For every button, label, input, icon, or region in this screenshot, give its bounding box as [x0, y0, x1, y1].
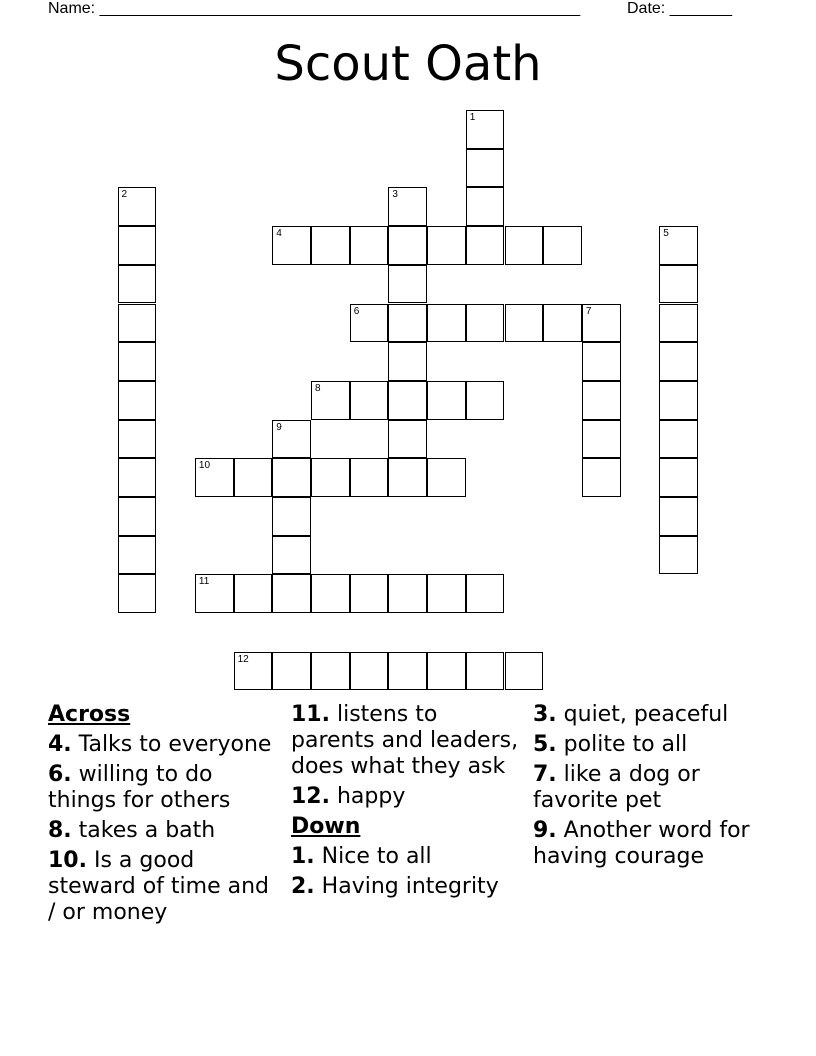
- grid-cell[interactable]: [272, 420, 311, 459]
- cell-number: 7: [585, 305, 592, 317]
- cell-number: 12: [237, 653, 249, 665]
- grid-cell[interactable]: [427, 458, 466, 497]
- grid-cell[interactable]: [427, 304, 466, 343]
- clue-number: 10.: [48, 848, 87, 873]
- grid-cell[interactable]: [659, 497, 698, 536]
- clue-number: 12.: [291, 784, 330, 809]
- grid-cell[interactable]: [659, 342, 698, 381]
- down-clue: [291, 874, 523, 900]
- grid-cell[interactable]: [388, 187, 427, 226]
- cell-number: 3: [392, 189, 398, 201]
- grid-cell[interactable]: [659, 420, 698, 459]
- grid-cell[interactable]: [195, 458, 234, 497]
- grid-cell[interactable]: [659, 458, 698, 497]
- grid-cell[interactable]: [272, 458, 311, 497]
- grid-cell[interactable]: [350, 458, 389, 497]
- across-clue: [48, 762, 280, 814]
- clue-number: 6.: [48, 762, 72, 787]
- clue-number: 1.: [291, 844, 315, 869]
- grid-cell[interactable]: [234, 574, 273, 613]
- grid-cell[interactable]: [388, 342, 427, 381]
- grid-cell[interactable]: [388, 574, 427, 613]
- down-clue: [533, 702, 773, 728]
- grid-cell[interactable]: [272, 574, 311, 613]
- grid-cell[interactable]: [659, 381, 698, 420]
- grid-cell[interactable]: [118, 381, 157, 420]
- grid-cell[interactable]: [350, 652, 389, 691]
- grid-cell[interactable]: [311, 652, 350, 691]
- grid-cell[interactable]: [272, 652, 311, 691]
- clue-text: Is a good steward of time and / or money: [48, 848, 269, 925]
- grid-cell[interactable]: [311, 574, 350, 613]
- grid-cell[interactable]: [466, 574, 505, 613]
- grid-cell[interactable]: [118, 458, 157, 497]
- grid-cell[interactable]: [466, 149, 505, 188]
- grid-cell[interactable]: [582, 420, 621, 459]
- down-heading: Down: [291, 814, 361, 839]
- grid-cell[interactable]: [505, 304, 544, 343]
- clue-text: takes a bath: [71, 818, 216, 843]
- down-clue: [291, 844, 523, 870]
- grid-cell[interactable]: [234, 458, 273, 497]
- grid-cell[interactable]: [272, 536, 311, 575]
- grid-cell[interactable]: [505, 226, 544, 265]
- down-clue: [533, 818, 773, 870]
- cell-number: 2: [121, 189, 128, 201]
- clue-text: listens to parents and leaders, does what they ask: [291, 702, 519, 779]
- down-clue: [533, 732, 773, 758]
- clue-number: 2.: [291, 874, 315, 899]
- grid-cell[interactable]: [118, 226, 157, 265]
- grid-cell[interactable]: [582, 342, 621, 381]
- grid-cell[interactable]: [118, 536, 157, 575]
- grid-cell[interactable]: [388, 381, 427, 420]
- grid-cell[interactable]: [427, 652, 466, 691]
- grid-cell[interactable]: [388, 304, 427, 343]
- grid-cell[interactable]: [311, 458, 350, 497]
- grid-cell[interactable]: [350, 381, 389, 420]
- clue-number: 7.: [533, 762, 557, 787]
- grid-cell[interactable]: [659, 304, 698, 343]
- grid-cell[interactable]: [388, 652, 427, 691]
- clue-text: Having integrity: [314, 874, 499, 899]
- cell-number: 9: [276, 421, 282, 433]
- grid-cell[interactable]: [466, 187, 505, 226]
- clue-number: 5.: [533, 732, 557, 757]
- grid-cell[interactable]: [466, 304, 505, 343]
- clue-text: Nice to all: [314, 844, 432, 869]
- grid-cell[interactable]: [582, 381, 621, 420]
- grid-cell[interactable]: [543, 226, 582, 265]
- grid-cell[interactable]: [388, 265, 427, 304]
- grid-cell[interactable]: [311, 381, 350, 420]
- grid-cell[interactable]: [118, 265, 157, 304]
- grid-cell[interactable]: [350, 304, 389, 343]
- clue-number: 8.: [48, 818, 72, 843]
- grid-cell[interactable]: [118, 497, 157, 536]
- clue-number: 11.: [291, 702, 330, 727]
- clue-text: willing to do things for others: [48, 762, 231, 813]
- cell-number: 11: [198, 576, 210, 588]
- grid-cell[interactable]: [427, 574, 466, 613]
- grid-cell[interactable]: [427, 381, 466, 420]
- clue-text: polite to all: [556, 732, 688, 757]
- grid-cell[interactable]: [466, 652, 505, 691]
- across-clue: [291, 702, 523, 780]
- grid-cell[interactable]: [388, 420, 427, 459]
- grid-cell[interactable]: [543, 304, 582, 343]
- grid-cell[interactable]: [118, 304, 157, 343]
- grid-cell[interactable]: [272, 226, 311, 265]
- cell-number: 6: [353, 305, 360, 317]
- grid-cell[interactable]: [118, 574, 157, 613]
- across-clue: [48, 848, 280, 926]
- cell-number: 1: [469, 112, 476, 123]
- grid-cell[interactable]: [427, 226, 466, 265]
- clue-column-2: [291, 702, 523, 904]
- grid-cell[interactable]: [118, 420, 157, 459]
- clue-number: 4.: [48, 732, 72, 757]
- grid-cell[interactable]: [659, 536, 698, 575]
- grid-cell[interactable]: [659, 226, 698, 265]
- clue-text: happy: [329, 784, 406, 809]
- grid-cell[interactable]: [466, 226, 505, 265]
- grid-cell[interactable]: [388, 226, 427, 265]
- grid-cell[interactable]: [272, 497, 311, 536]
- grid-cell[interactable]: [582, 458, 621, 497]
- grid-cell[interactable]: [234, 652, 273, 691]
- clue-column-1: [48, 702, 280, 930]
- grid-cell[interactable]: [118, 187, 157, 226]
- clue-column-3: [533, 702, 773, 874]
- grid-cell[interactable]: [118, 342, 157, 381]
- cell-number: 5: [663, 228, 669, 240]
- grid-cell[interactable]: [466, 110, 505, 149]
- grid-cell[interactable]: [311, 226, 350, 265]
- date-line: Date: _______: [627, 0, 732, 17]
- across-clue: [48, 818, 280, 844]
- grid-cell[interactable]: [466, 381, 505, 420]
- clue-number: 9.: [533, 818, 557, 843]
- grid-cell[interactable]: [582, 304, 621, 343]
- grid-cell[interactable]: [388, 458, 427, 497]
- across-clue: [291, 784, 523, 810]
- clue-text: quiet, peaceful: [556, 702, 729, 727]
- cell-number: 8: [315, 382, 321, 394]
- page-title: Scout Oath: [274, 36, 542, 92]
- grid-cell[interactable]: [505, 652, 544, 691]
- grid-cell[interactable]: [350, 574, 389, 613]
- clue-number: 3.: [533, 702, 557, 727]
- cell-number: 4: [276, 228, 282, 240]
- clue-text: Another word for having courage: [533, 818, 750, 869]
- clue-text: like a dog or favorite pet: [533, 762, 700, 813]
- grid-cell[interactable]: [195, 574, 234, 613]
- down-clue: [533, 762, 773, 814]
- across-heading: Across: [48, 702, 131, 727]
- across-clue: [48, 732, 280, 758]
- name-line: Name: ______________________________________________________: [48, 0, 581, 17]
- clue-text: Talks to everyone: [71, 732, 272, 757]
- grid-cell[interactable]: [350, 226, 389, 265]
- cell-number: 10: [198, 460, 211, 472]
- grid-cell[interactable]: [659, 265, 698, 304]
